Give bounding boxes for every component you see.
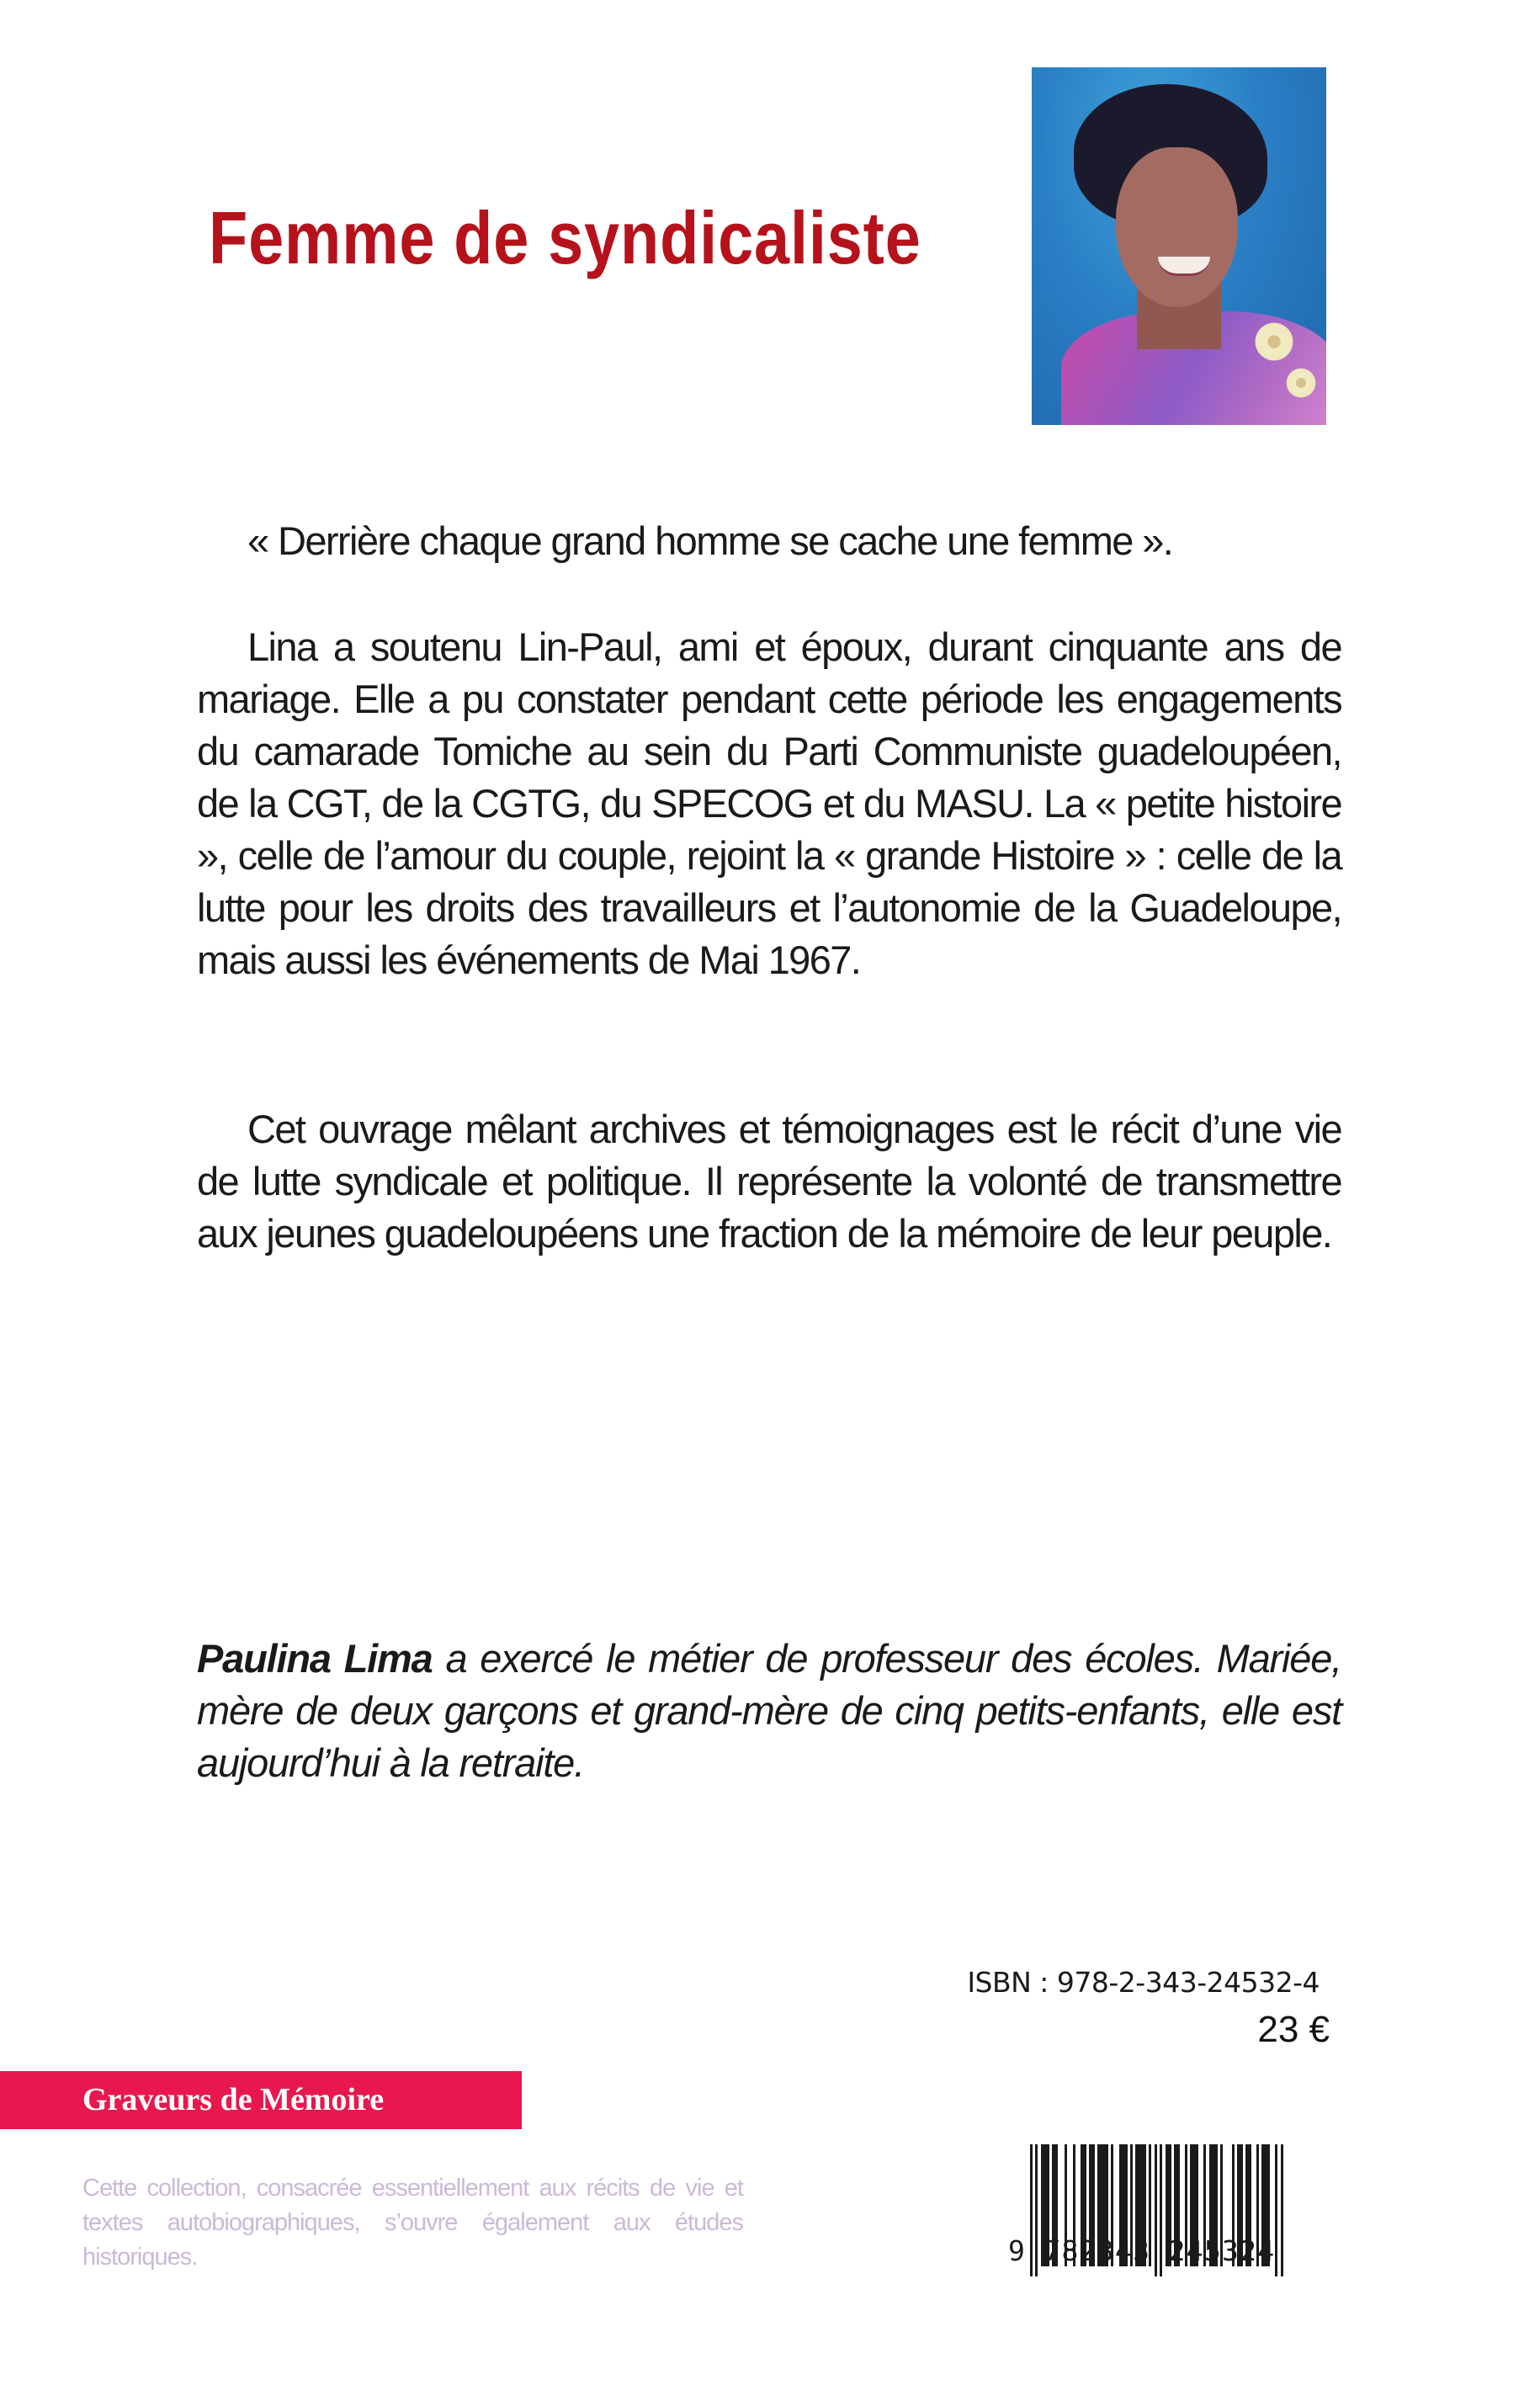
blurb-paragraph-1 — [197, 621, 1341, 986]
author-bio-text: a exercé le métier de professeur des écoles. Mariée, mère de deux garçons et grand-mère de cinq petits-enfants, elle est aujourd’hui à la retraite. — [197, 1636, 1341, 1785]
author-name: Paulina Lima — [197, 1636, 433, 1681]
quote-text: « Derrière chaque grand homme se cache une femme ». — [247, 518, 1173, 563]
photo-flower — [1252, 320, 1296, 364]
author-bio — [197, 1633, 1341, 1789]
blurb-paragraph-2 — [197, 1103, 1341, 1260]
paragraph-2-text: Cet ouvrage mêlant archives et témoignages est le récit d’une vie de lutte syndicale et politique. Il représente la volonté de transmettre aux jeunes guadeloupéens une fraction de la mémoire de leur peuple. — [197, 1107, 1341, 1256]
collection-description: Cette collection, consacrée essentiellement aux récits de vie et textes autobiographiques, s’ouvre également aux études historiques. — [82, 2175, 743, 2271]
collection-band — [0, 2071, 522, 2129]
book-title: Femme de syndicaliste — [209, 196, 921, 279]
photo-face — [1116, 147, 1238, 307]
barcode-digits: 9 782343 245324 — [1008, 2234, 1276, 2267]
paragraph-1-text: Lina a soutenu Lin-Paul, ami et époux, durant cinquante ans de mariage. Elle a pu constater pendant cette période les engagements du camarade Tomiche au sein du Parti Communiste guadeloupéen, de la CGT, de la CGTG, du SPECOG et du MASU. La « petite histoire », celle de l’amour du couple, rejoint la « grande Histoire » : celle de la lutte pour les droits des travailleurs et l’autonomie de la Guadeloupe, mais aussi les événements de Mai 1967. — [197, 624, 1341, 982]
collection-name: Graveurs de Mémoire — [82, 2082, 385, 2117]
isbn: ISBN : 978-2-343-24532-4 — [967, 1966, 1320, 1999]
blurb-quote — [197, 515, 1341, 567]
price: 23 € — [1257, 2009, 1330, 2050]
author-portrait-photo — [1032, 67, 1326, 425]
photo-flower — [1284, 366, 1318, 400]
